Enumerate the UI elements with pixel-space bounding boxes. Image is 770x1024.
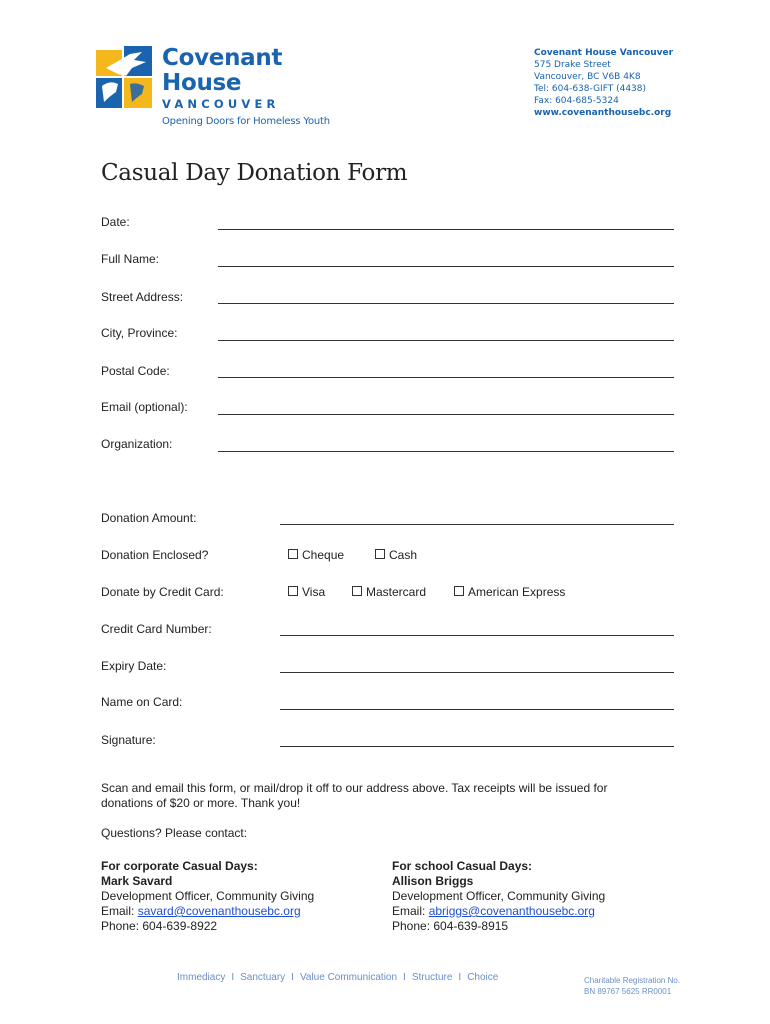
signature-label: Signature:	[101, 733, 156, 747]
questions-label: Questions? Please contact:	[101, 826, 248, 840]
form-title: Casual Day Donation Form	[101, 160, 408, 186]
contact-email-line	[392, 904, 662, 919]
visa-option-label: Visa	[302, 585, 326, 599]
contact-title: Development Officer, Community Giving	[392, 889, 606, 903]
amex-option-label: American Express	[468, 585, 566, 599]
separator: I	[291, 972, 294, 983]
contact-phone: Phone: 604-639-8922	[101, 919, 218, 933]
signature-field[interactable]	[280, 746, 674, 747]
card-number-label: Credit Card Number:	[101, 622, 212, 636]
mastercard-checkbox[interactable]	[352, 585, 426, 599]
instructions-text: Scan and email this form, or mail/drop it off to our address above. Tax receipts will be issued for donations of $20 or more. Thank you!	[101, 781, 608, 810]
contact-title: Development Officer, Community Giving	[101, 889, 315, 903]
registration-number	[584, 975, 680, 997]
street-address: 575 Drake Street	[534, 60, 611, 70]
separator: I	[403, 972, 406, 983]
city-province-field[interactable]	[218, 340, 674, 341]
donation-amount-label: Donation Amount:	[101, 511, 197, 525]
org-name: Covenant House Vancouver	[534, 48, 674, 58]
street-address-field[interactable]	[218, 303, 674, 304]
value-sanctuary: Sanctuary	[240, 972, 286, 983]
separator: I	[231, 972, 235, 983]
covenant-house-logo	[96, 46, 152, 108]
value-immediacy: Immediacy	[177, 972, 226, 983]
email-field[interactable]	[218, 414, 674, 415]
amex-checkbox[interactable]	[454, 585, 565, 599]
contact-name: Allison Briggs	[392, 874, 474, 888]
contact-email-link[interactable]: savard@covenanthousebc.org	[137, 904, 301, 918]
footer-values	[177, 972, 498, 983]
visa-checkbox[interactable]	[288, 585, 325, 599]
city-province-label: City, Province:	[101, 326, 178, 340]
value-structure: Structure	[411, 972, 453, 983]
card-number-field[interactable]	[280, 635, 674, 636]
website-link[interactable]: www.covenanthousebc.org	[534, 108, 672, 118]
donation-enclosed-label: Donation Enclosed?	[101, 548, 209, 562]
full-name-field[interactable]	[218, 266, 674, 267]
contact-phone: Phone: 604-639-8915	[392, 919, 509, 933]
value-choice: Choice	[467, 972, 499, 983]
logo-line-1: Covenant	[162, 45, 283, 71]
checkbox-icon	[454, 586, 464, 596]
expiry-date-label: Expiry Date:	[101, 659, 167, 673]
contact-email-link[interactable]: abriggs@covenanthousebc.org	[428, 904, 595, 918]
contact-heading: For school Casual Days:	[392, 859, 533, 873]
postal-code-field[interactable]	[218, 377, 674, 378]
contact-heading: For corporate Casual Days:	[101, 859, 258, 873]
registration-line-2: BN 89767 5625 RR0001	[584, 987, 672, 996]
date-label: Date:	[101, 215, 130, 229]
value-communication: Value Communication	[299, 972, 398, 983]
email-prefix: Email:	[392, 904, 429, 918]
expiry-date-field[interactable]	[280, 672, 674, 673]
email-label: Email (optional):	[101, 400, 188, 414]
full-name-label: Full Name:	[101, 252, 160, 266]
telephone: Tel: 604-638-GIFT (4438)	[534, 84, 647, 94]
city-postal: Vancouver, BC V6B 4K8	[534, 72, 641, 82]
name-on-card-label: Name on Card:	[101, 695, 183, 709]
date-field[interactable]	[218, 229, 674, 230]
cash-checkbox[interactable]	[375, 548, 417, 562]
cheque-option-label: Cheque	[302, 548, 345, 562]
donation-amount-field[interactable]	[280, 524, 674, 525]
address-block	[534, 47, 673, 119]
fax: Fax: 604-685-5324	[534, 96, 619, 106]
logo-tagline: Opening Doors for Homeless Youth	[162, 116, 330, 127]
cheque-checkbox[interactable]	[288, 548, 344, 562]
logo-wordmark	[162, 46, 282, 96]
organization-field[interactable]	[218, 451, 674, 452]
contact-name: Mark Savard	[101, 874, 173, 888]
corporate-contact	[101, 859, 371, 934]
organization-label: Organization:	[101, 437, 173, 451]
logo-line-2: House	[162, 70, 242, 96]
registration-line-1: Charitable Registration No.	[584, 976, 681, 985]
postal-code-label: Postal Code:	[101, 364, 170, 378]
checkbox-icon	[288, 549, 298, 559]
cash-option-label: Cash	[389, 548, 418, 562]
checkbox-icon	[375, 549, 385, 559]
logo-city: VANCOUVER	[162, 97, 280, 111]
checkbox-icon	[288, 586, 298, 596]
name-on-card-field[interactable]	[280, 709, 674, 710]
street-address-label: Street Address:	[101, 290, 184, 304]
contact-email-line	[101, 904, 371, 919]
credit-card-label: Donate by Credit Card:	[101, 585, 224, 599]
mastercard-option-label: Mastercard	[366, 585, 427, 599]
checkbox-icon	[352, 586, 362, 596]
school-contact	[392, 859, 662, 934]
separator: I	[458, 972, 462, 983]
dove-hands-icon	[96, 46, 152, 108]
email-prefix: Email:	[101, 904, 138, 918]
